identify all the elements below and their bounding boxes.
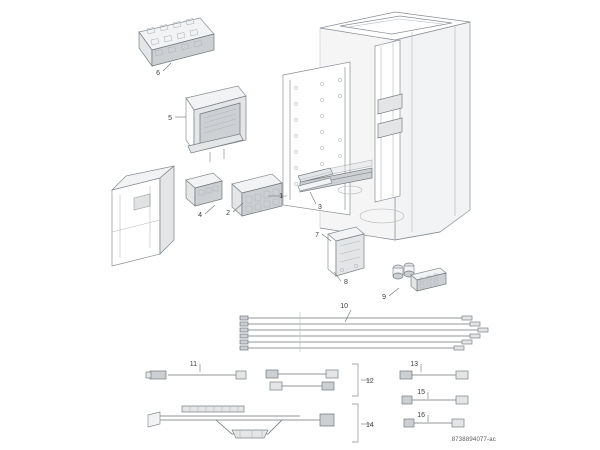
part-cable-small (404, 419, 464, 427)
part-control-unit-module (186, 86, 246, 162)
part-wiring-loom-group (148, 404, 358, 442)
callout-13: 13 (410, 361, 418, 368)
part-cable-short (400, 371, 468, 379)
callout-2: 2 (226, 210, 230, 217)
part-cover-panel-left (112, 166, 174, 266)
part-small-connector-housing (186, 173, 222, 206)
part-sensor-probe-set (240, 312, 488, 352)
part-terminal-block-strip (139, 18, 214, 66)
callout-5: 5 (168, 115, 172, 122)
callout-7: 7 (315, 232, 319, 239)
reference-code: 8738894077-ac (451, 437, 496, 443)
callout-10: 10 (340, 303, 348, 310)
callout-6: 6 (156, 70, 160, 77)
part-cable-harness-group (266, 364, 358, 396)
callout-11: 11 (189, 361, 197, 368)
callout-12: 12 (366, 378, 374, 385)
callout-14: 14 (366, 422, 374, 429)
callout-8: 8 (344, 279, 348, 286)
callout-1: 1 (279, 193, 283, 200)
part-cable-medium (402, 396, 468, 404)
part-relay-block (232, 174, 282, 216)
part-cable-harness-long (146, 371, 246, 379)
callout-15: 15 (417, 389, 425, 396)
callout-16: 16 (417, 412, 425, 419)
callout-4: 4 (198, 212, 202, 219)
callout-9: 9 (382, 294, 386, 301)
callout-3: 3 (318, 204, 322, 211)
main-cabinet-assembly (283, 12, 470, 240)
part-terminal-strip-small (411, 268, 446, 291)
part-electronics-box (328, 227, 364, 276)
